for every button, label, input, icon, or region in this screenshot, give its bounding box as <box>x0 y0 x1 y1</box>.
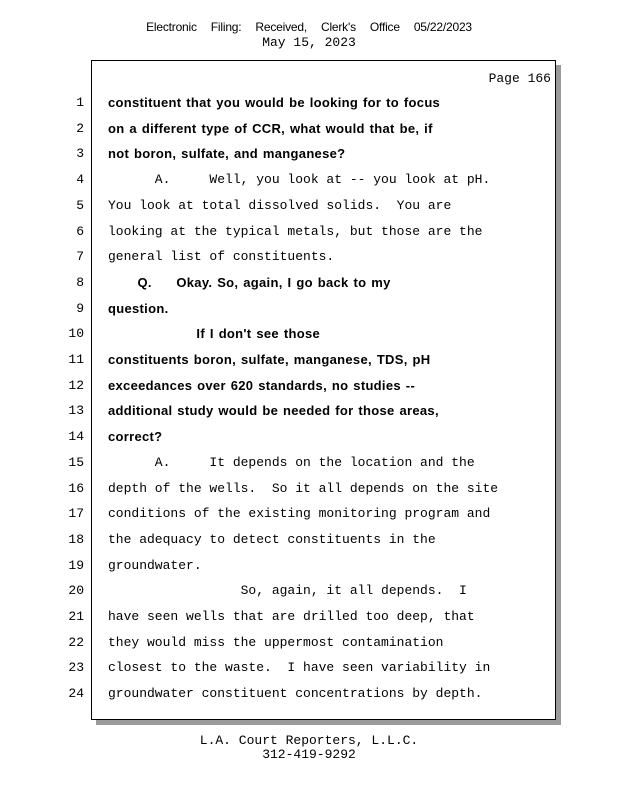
transcript-line: general list of constituents. <box>108 249 335 264</box>
page-number: Page 166 <box>488 71 551 86</box>
transcript-line: looking at the typical metals, but those are the <box>108 224 483 239</box>
transcript-line: A. It depends on the location and the <box>108 455 475 470</box>
line-number: 10 <box>68 326 84 341</box>
transcript-line: on a different type of CCR, what would that be, if <box>108 121 433 136</box>
transcript-line: constituent that you would be looking for to focus <box>108 95 441 110</box>
transcript-line: closest to the waste. I have seen variability in <box>108 660 491 675</box>
electronic-filing-stamp <box>0 20 618 34</box>
line-number: 14 <box>68 429 84 444</box>
transcript-line: So, again, it all depends. I <box>108 583 467 598</box>
transcript-line: conditions of the existing monitoring program and <box>108 506 491 521</box>
line-number: 16 <box>68 481 84 496</box>
line-number: 2 <box>76 121 84 136</box>
line-number: 7 <box>76 249 84 264</box>
filing-word-received: Received, <box>255 20 307 34</box>
line-number: 22 <box>68 635 84 650</box>
transcript-line: Q. Okay. So, again, I go back to my <box>108 275 391 290</box>
line-number: 3 <box>76 146 84 161</box>
filing-date: 05/22/2023 <box>413 20 472 34</box>
transcript-line: have seen wells that are drilled too deep, that <box>108 609 475 624</box>
line-number: 17 <box>68 506 84 521</box>
line-number: 19 <box>68 558 84 573</box>
line-number: 24 <box>68 686 84 701</box>
line-number: 6 <box>76 224 84 239</box>
line-number: 11 <box>68 352 84 367</box>
filing-word-electronic: Electronic <box>146 20 197 34</box>
line-number: 9 <box>76 301 84 316</box>
line-number: 15 <box>68 455 84 470</box>
line-number: 23 <box>68 660 84 675</box>
transcript-line: question. <box>108 301 169 316</box>
transcript-line: not boron, sulfate, and manganese? <box>108 146 346 161</box>
line-number: 21 <box>68 609 84 624</box>
transcript-line: correct? <box>108 429 163 444</box>
transcript-line: constituents boron, sulfate, manganese, TDS, pH <box>108 352 431 367</box>
transcript-line: exceedances over 620 standards, no studies -- <box>108 378 416 393</box>
transcript-line: additional study would be needed for those areas, <box>108 403 439 418</box>
filing-word-filing: Filing: <box>210 20 242 34</box>
line-number: 20 <box>68 583 84 598</box>
transcript-line: they would miss the uppermost contamination <box>108 635 444 650</box>
transcript-line: You look at total dissolved solids. You are <box>108 198 452 213</box>
line-number: 12 <box>68 378 84 393</box>
line-number: 1 <box>76 95 84 110</box>
transcript-line: the adequacy to detect constituents in the <box>108 532 436 547</box>
footer-phone: 312-419-9292 <box>262 747 356 762</box>
line-number: 5 <box>76 198 84 213</box>
transcript-line: depth of the wells. So it all depends on the site <box>108 481 499 496</box>
line-number: 4 <box>76 172 84 187</box>
line-number: 18 <box>68 532 84 547</box>
footer-company: L.A. Court Reporters, L.L.C. <box>199 733 419 748</box>
transcript-date: May 15, 2023 <box>262 35 356 50</box>
filing-word-clerks: Clerk's <box>320 20 356 34</box>
transcript-line: If I don't see those <box>108 326 321 341</box>
filing-word-office: Office <box>369 20 400 34</box>
transcript-line: groundwater constituent concentrations by depth. <box>108 686 483 701</box>
line-number: 13 <box>68 403 84 418</box>
line-number: 8 <box>76 275 84 290</box>
transcript-line: A. Well, you look at -- you look at pH. <box>108 172 491 187</box>
transcript-line: groundwater. <box>108 558 202 573</box>
